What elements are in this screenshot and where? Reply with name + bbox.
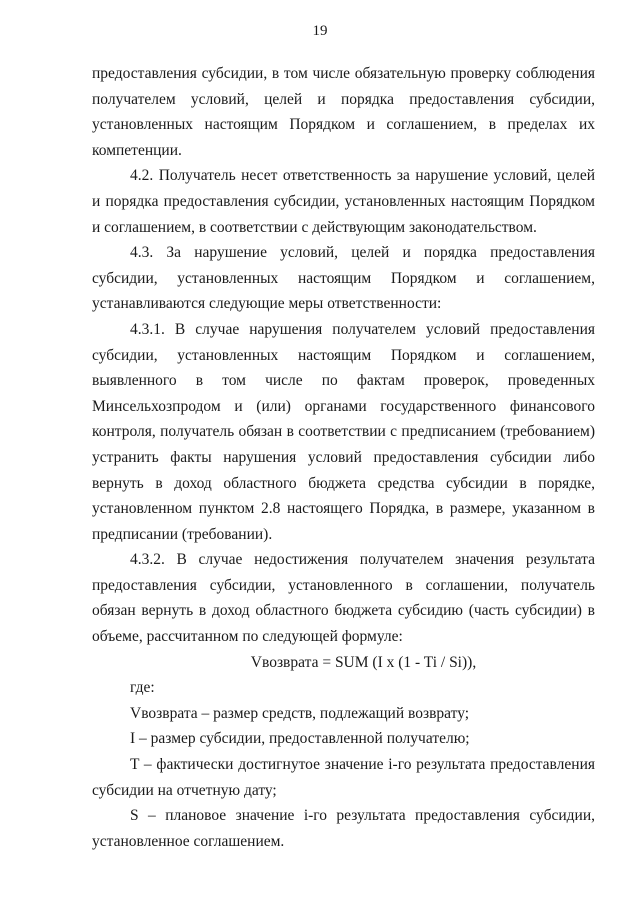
definition-i: I – размер субсидии, предоставленной получателю; — [130, 730, 470, 748]
paragraph-4-3-1: 4.3.1. В случае нарушения получателем условий предоставления субсидии, установленных настоящим Порядком и соглашением, выявленного в том числе по фактам проверок, проведенных Минсельхозпродом и (или) органами государственного финансового контроля, получатель обязан в соответствии с предписанием (требованием) устранить факты нарушения условий предоставления субсидии либо вернуть в доход областного бюджета средства субсидии в порядке, установленном пунктом 2.8 настоящего Порядка, в размере, указанном в предписании (требовании). — [92, 320, 595, 543]
paragraph-4-3: 4.3. За нарушение условий, целей и порядка предоставления субсидии, установленных настоящим Порядком и соглашением, устанавливаются следующие меры ответственности: — [92, 244, 595, 313]
body-text — [92, 61, 595, 854]
where-label: где: — [130, 679, 155, 697]
paragraph-4-2: 4.2. Получатель несет ответственность за нарушение условий, целей и порядка предоставления субсидии, установленных настоящим Порядком и соглашением, в соответствии с действующим законодательством. — [92, 167, 595, 236]
page-number: 19 — [312, 23, 328, 39]
definition-v: Vвозврата – размер средств, подлежащий возврату; — [130, 704, 470, 722]
formula: Vвозврата = SUM (I x (1 - Ti / Si)), — [250, 653, 477, 671]
definition-s: S – плановое значение i-го результата предоставления субсидии, установленное соглашением. — [92, 807, 595, 850]
definition-t: T – фактически достигнутое значение i-го результата предоставления субсидии на отчетную дату; — [92, 756, 595, 799]
paragraph-continuation: предоставления субсидии, в том числе обязательную проверку соблюдения получателем условий, целей и порядка предоставления субсидии, установленных настоящим Порядком и соглашением, в пределах их компетенции. — [92, 65, 595, 159]
paragraph-4-3-2: 4.3.2. В случае недостижения получателем значения результата предоставления субсидии, установленного в соглашении, получатель обязан вернуть в доход областного бюджета субсидию (часть субсидии) в объеме, рассчитанном по следующей формуле: — [92, 551, 595, 646]
